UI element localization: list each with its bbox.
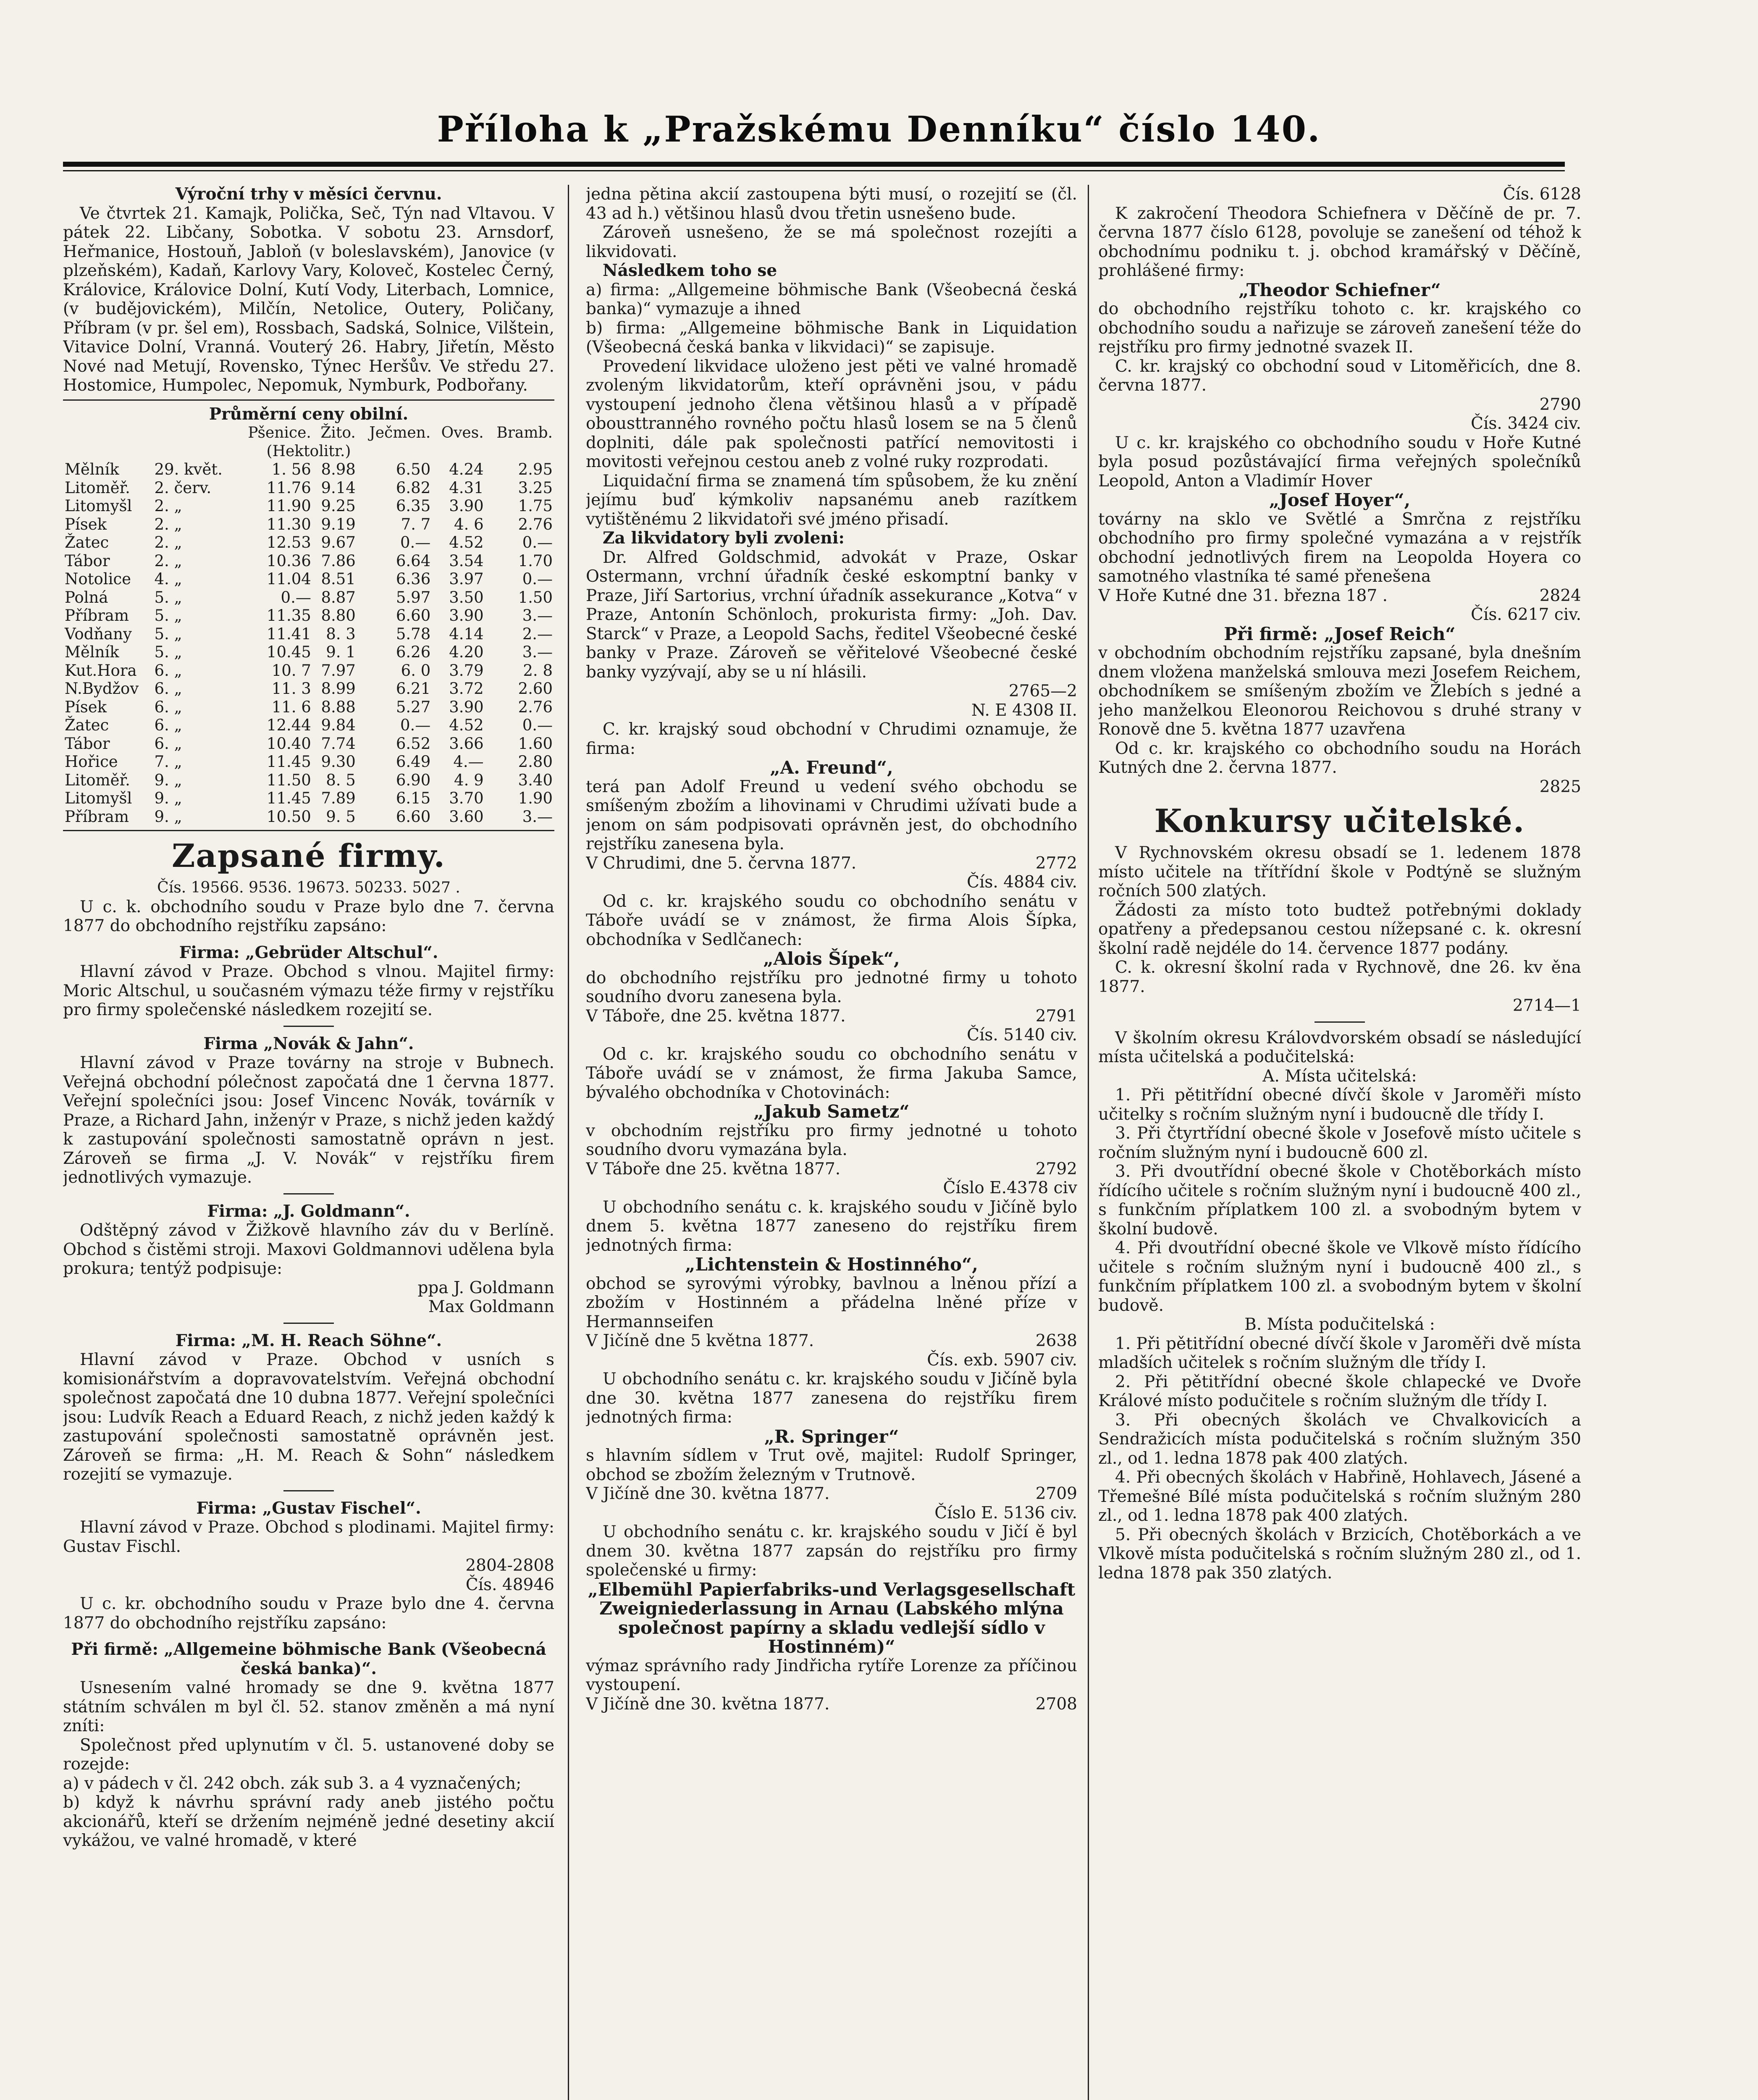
prices-cell: 4.— <box>453 753 484 771</box>
paragraph: Zároveň usnešeno, že se má společnost rozejíti a likvidovati. <box>586 223 1077 261</box>
prices-cell: Vodňany <box>65 625 132 643</box>
firm-name: „Elbemühl Papierfabriks-und Verlagsgesellschaft Zweigniederlassung in Arnau (Labského mlýna společnost papírny a skladu vedlejší sídlo v Hostinném)“ <box>588 1579 1076 1657</box>
prices-cell: 3.54 <box>449 551 484 570</box>
prices-row <box>63 808 554 826</box>
prices-cell: 2.76 <box>518 698 553 716</box>
divider <box>283 1026 334 1027</box>
reference-number: 2638 <box>1035 1331 1077 1350</box>
prices-cell: 9. „ <box>154 789 182 807</box>
prices-cell: 2.60 <box>518 680 553 698</box>
prices-row <box>63 662 554 680</box>
prices-cell: 3.50 <box>449 588 484 606</box>
prices-cell: 4.31 <box>449 478 484 497</box>
case-number: Číslo E.4378 civ <box>943 1179 1077 1197</box>
col-header <box>152 424 236 442</box>
prices-cell: 9.25 <box>321 497 356 515</box>
case-number: Čís. exb. 5907 civ. <box>927 1350 1077 1370</box>
prices-cell: 0.— <box>522 570 553 588</box>
place-date: V Jičíně dne 5 května 1877. <box>586 1331 814 1350</box>
entry-text: v obchodním rejstříku pro firmy jednotné u tohoto soudního dvoru vymazána byla. <box>586 1121 1077 1159</box>
prices-cell: 6.60 <box>396 807 431 826</box>
prices-cell: 6.52 <box>396 734 431 753</box>
firm-name: „R. Springer“ <box>764 1426 899 1447</box>
reference-number: 2709 <box>1035 1484 1077 1503</box>
prices-cell: 5.78 <box>396 625 431 643</box>
prices-table <box>63 424 554 826</box>
contest-text: 4. Při obecných školách v Habřině, Hohlavech, Jásené a Třemešné Bílé místa podučitelská s ročním služným 280 zl., od 1. ledna 1878 pak 400 zlatých. <box>1098 1468 1581 1525</box>
prices-cell: 1.75 <box>518 497 553 515</box>
prices-cell: 6.15 <box>396 789 431 807</box>
entry-text: U obchodního senátu c. kr. krajského soudu v Jičí ě byl dnem 30. května 1877 zapsán do rejstříku pro firmy společenské u firmy: <box>586 1522 1077 1580</box>
divider <box>63 830 554 831</box>
prices-cell: 5.97 <box>396 588 431 606</box>
contest-text: 1. Při pětitřídní obecné dívčí škole v Jaroměři dvě místa mladších učitelek s ročním služným dle třídy I. <box>1098 1334 1581 1372</box>
prices-row <box>63 735 554 753</box>
col-header: Bramb. <box>496 424 553 441</box>
col-header <box>63 424 152 442</box>
place-date: V Chrudimi, dne 5. června 1877. <box>586 853 857 873</box>
prices-cell: 6.21 <box>396 680 431 698</box>
paragraph: jedna pětina akcií zastoupena býti musí, o rozejití se (čl. 43 ad h.) většinou hlasů dvou třetin usnešeno bude. <box>586 185 1077 223</box>
firm-name: „Theodor Schiefner“ <box>1238 279 1441 300</box>
prices-cell: 8.88 <box>321 698 356 716</box>
contest-text: 3. Při dvoutřídní obecné škole v Chotěborkách místo řídícího učitele s ročním služným nyní i budoucně 400 zl., s funkčním příplatkem 100 zl. a svobodným bytem v školní budově. <box>1098 1162 1581 1239</box>
prices-cell: 5. „ <box>154 625 182 643</box>
prices-cell: 3.25 <box>518 478 553 497</box>
prices-cell: 4. 9 <box>454 771 484 789</box>
prices-cell: 29. květ. <box>154 460 223 478</box>
prices-row <box>63 479 554 497</box>
prices-cell: 5.27 <box>396 698 431 716</box>
prices-cell: 11. 6 <box>271 698 311 716</box>
prices-cell: 8.51 <box>321 570 356 588</box>
prices-cell: 2. červ. <box>154 478 212 497</box>
prices-cell: 6.90 <box>396 771 431 789</box>
entry-text: továrny na sklo ve Světlé a Smrčna z rejstříku obchodního pro firmy společné vymazána a v rejstřík obchodní jednotlivých firem na Leopolda Hoyera co samotného vlastníka té samé přenešena <box>1098 509 1581 586</box>
firm-name: Při firmě: „Josef Reich“ <box>1224 623 1456 644</box>
case-number: Číslo E. 5136 civ. <box>934 1503 1077 1522</box>
prices-cell: 3.72 <box>449 680 484 698</box>
prices-cell: Mělník <box>65 460 119 478</box>
place-date: V Jičíně dne 30. května 1877. <box>586 1484 830 1503</box>
reference-number: 2791 <box>1035 1006 1077 1026</box>
entry-text: Od c. kr. krajského co obchodního soudu na Horách Kutných dne 2. června 1877. <box>1098 739 1581 777</box>
prices-cell: 1. 56 <box>271 460 311 478</box>
prices-cell: 11.90 <box>266 497 311 515</box>
prices-cell: 2.80 <box>518 753 553 771</box>
prices-cell: 3.97 <box>449 570 484 588</box>
entry-text: do obchodního rejstříku pro jednotné firmy u tohoto soudního dvoru zanesena byla. <box>586 968 1077 1006</box>
contest-subheading: B. Místa podučitelská : <box>1244 1315 1435 1334</box>
prices-cell: 3.90 <box>449 497 484 515</box>
prices-cell: 3.79 <box>449 661 484 680</box>
prices-cell: 6.82 <box>396 478 431 497</box>
prices-cell: 2.95 <box>518 460 553 478</box>
prices-cell: 6.60 <box>396 606 431 625</box>
prices-cell: N.Bydžov <box>65 680 139 698</box>
prices-cell: 11.50 <box>266 771 311 789</box>
prices-cell: 6. „ <box>154 661 182 680</box>
prices-cell: 6.64 <box>396 551 431 570</box>
contest-text: C. k. okresní školní rada v Rychnově, dne 26. kv ěna 1877. <box>1098 958 1581 996</box>
contest-text: 2. Při pětitřídní obecné škole chlapecké ve Dvoře Králové místo podučitele s ročním služným dle třídy I. <box>1098 1372 1581 1410</box>
prices-heading: Průměrní ceny obilní. <box>209 404 409 424</box>
place-date: V Hoře Kutné dne 31. března 187 . <box>1098 586 1388 605</box>
registered-intro: U c. k. obchodního soudu v Praze bylo dne 7. června 1877 do obchodního rejstříku zapsáno: <box>63 897 554 935</box>
divider <box>283 1323 334 1324</box>
paragraph: Liquidační firma se znamená tím spůsobem, že ku znění jejímu buď kýmkoliv napsanému aneb razítkem vytištěnému 2 likvidatoři své jméno přisadí. <box>586 471 1077 529</box>
page-title: Příloha k „Pražskému Denníku“ číslo 140. <box>437 108 1321 150</box>
prices-cell: 4.24 <box>449 460 484 478</box>
prices-cell: 2. „ <box>154 497 182 515</box>
reference-number: 2714—1 <box>1512 996 1581 1015</box>
prices-cell: 6. „ <box>154 698 182 716</box>
firm-text: Hlavní závod v Praze. Obchod s vlnou. Majitel firmy: Moric Altschul, u současném výmazu téže firmy v rejstříku pro firmy společenské následkem rozejití se. <box>63 962 554 1019</box>
prices-cell: Písek <box>65 515 107 533</box>
contest-subheading: A. Místa učitelská: <box>1262 1066 1417 1086</box>
prices-cell: 8.80 <box>321 606 356 625</box>
firm-label: Firma „Novák & Jahn“. <box>203 1034 414 1053</box>
prices-cell: 10.50 <box>266 807 311 826</box>
col-header: Oves. <box>441 424 484 441</box>
prices-cell: 8.98 <box>321 460 356 478</box>
reference-number: 2772 <box>1035 853 1077 873</box>
prices-cell: 3.90 <box>449 606 484 625</box>
contests-heading: Konkursy učitelské. <box>1154 802 1525 840</box>
prices-cell: 6.36 <box>396 570 431 588</box>
prices-row <box>63 680 554 698</box>
prices-cell: 9.19 <box>321 515 356 533</box>
place-date: V Táboře dne 25. května 1877. <box>586 1159 841 1179</box>
prices-cell: 7. „ <box>154 753 182 771</box>
header-rule-thin <box>63 170 1565 171</box>
prices-cell: 10. 7 <box>271 661 311 680</box>
entry-text: terá pan Adolf Freund u vedení svého obchodu se smíšeným zbožím a lihovinami v Chrudimi užívati bude a jenom on sám podpisovati oprávněn jest, do obchodního rejstříku zanesena byla. <box>586 777 1077 853</box>
firm-text: Usnesením valné hromady se dne 9. května 1877 státním schválen m byl čl. 52. stanov změněn a má nyní zníti: <box>63 1678 554 1735</box>
prices-cell: 1.60 <box>518 734 553 753</box>
prices-cell: 4.14 <box>449 625 484 643</box>
prices-cell: 3.70 <box>449 789 484 807</box>
prices-row <box>63 789 554 808</box>
prices-cell: 11.35 <box>266 606 311 625</box>
prices-cell: 6. 0 <box>401 661 431 680</box>
prices-cell: Litomyšl <box>65 497 132 515</box>
prices-cell: 10.40 <box>266 734 311 753</box>
prices-cell: 4.52 <box>449 716 484 734</box>
prices-cell: 0.— <box>400 533 431 551</box>
column-divider <box>1088 185 1089 2100</box>
prices-cell: 0.— <box>522 716 553 734</box>
entry-text: Od c. kr. krajského soudu co obchodního senátu v Táboře uvádí se v známost, že firma Alois Šípka, obchodníka v Sedlčanech: <box>586 892 1077 949</box>
contest-text: 5. Při obecných školách v Brzicích, Chotěborkách a ve Vlkově místa podučitelská s ročním služným 280 zl., od 1. ledna 1878 pak 350 zlatých. <box>1098 1525 1581 1583</box>
prices-cell: 11.76 <box>266 478 311 497</box>
prices-cell: 8.99 <box>321 680 356 698</box>
prices-cell: 3.40 <box>518 771 553 789</box>
fairs-heading: Výroční trhy v měsíci červnu. <box>175 185 442 204</box>
prices-cell: 1.70 <box>518 551 553 570</box>
contest-text: 1. Při pětitřídní obecné dívčí škole v Jaroměři místo učitelky s ročním služným nyní i budoucně dle třídy I. <box>1098 1086 1581 1124</box>
prices-cell: Litoměř. <box>65 771 130 789</box>
prices-row <box>63 753 554 771</box>
divider <box>1315 1021 1365 1023</box>
entry-text: v obchodním obchodním rejstříku zapsané, byla dnešním dnem vložena manželská smlouva mezi Josefem Reichem, obchodníkem se smíšeným zbožím ve Žlebích s jedné a jeho manželkou Eleonorou Reichovou s druhé strany v Ronově dne 5. května 1877 uzavřena <box>1098 643 1581 739</box>
prices-cell: 7.89 <box>321 789 356 807</box>
prices-cell: 9.14 <box>321 478 356 497</box>
prices-cell: 5. „ <box>154 588 182 606</box>
prices-cell: 3.60 <box>449 807 484 826</box>
paragraph: Za likvidatory byli zvoleni: <box>603 528 845 548</box>
prices-cell: 8. 5 <box>326 771 356 789</box>
prices-cell: Mělník <box>65 643 119 661</box>
prices-cell: 10.36 <box>266 551 311 570</box>
paragraph: Následkem toho se <box>603 261 777 280</box>
header-rule <box>63 162 1565 167</box>
firm-text: b) když k návrhu správní rady aneb jistého počtu akcionářů, kteří se držením nejméně jedné desetiny akcií vykážou, ve valné hromadě, v které <box>63 1793 554 1850</box>
prices-cell: 12.53 <box>266 533 311 551</box>
firm-name: „Jakub Sametz“ <box>753 1101 910 1122</box>
entry-text: výmaz správního rady Jindřicha rytíře Lorenze za příčinou vystoupení. <box>586 1656 1077 1694</box>
entry-text: C. kr. krajský soud obchodní v Chrudimi oznamuje, že firma: <box>586 720 1077 758</box>
prices-cell: Příbram <box>65 807 129 826</box>
prices-cell: 9.84 <box>321 716 356 734</box>
entry-text: Od c. kr. krajského soudu co obchodního senátu v Táboře uvádí se v známost, že firma Jakuba Samce, bývalého obchodníka v Chotovinách: <box>586 1045 1077 1102</box>
prices-cell: 3.— <box>522 643 553 661</box>
prices-cell: 9. „ <box>154 771 182 789</box>
prices-cell: 6. „ <box>154 680 182 698</box>
prices-row <box>63 460 554 479</box>
firm-text: Hlavní závod v Praze. Obchod s plodinami. Majitel firmy: Gustav Fischl. <box>63 1518 554 1556</box>
prices-row <box>63 625 554 643</box>
prices-cell: 11. 3 <box>271 680 311 698</box>
prices-cell: 6. „ <box>154 734 182 753</box>
prices-cell: 7.86 <box>321 551 356 570</box>
prices-cell: Hořice <box>65 753 118 771</box>
prices-row <box>63 643 554 662</box>
prices-cell: 9. 1 <box>326 643 356 661</box>
column-middle <box>586 185 1077 2100</box>
prices-row <box>63 588 554 607</box>
place-date: V Jičíně dne 30. května 1877. <box>586 1694 830 1714</box>
contest-text: V školním okresu Královdvorském obsadí se následující místa učitelská a podučitelská: <box>1098 1028 1581 1066</box>
registered-heading: Zapsané firmy. <box>172 837 446 874</box>
entry-text: do obchodního rejstříku tohoto c. kr. krajského co obchodního soudu a nařizuje se zároveň zanešení téže do rejstříku pro firmy jednotné svazek II. <box>1098 299 1581 357</box>
col-header: Žito. <box>320 424 356 441</box>
prices-cell: 8. 3 <box>326 625 356 643</box>
firm-text: Hlavní závod v Praze. Obchod v usních s komisionářstvím a dopravovatelstvím. Veřejná obchodní společnost započatá dne 10 dubna 1877. Veřejní společníci jsou: Ludvík Reach a Eduard Reach, z nichž jeden každý k zastupování společnosti samostatně oprávněn jest. Zároveň se firma: „H. M. Reach & Sohn“ následkem rozejití se vymazuje. <box>63 1350 554 1484</box>
entry-text: obchod se syrovými výrobky, bavlnou a lněnou přízí a zbožím v Hostinném a přádelna lněné příze v Hermannseifen <box>586 1274 1077 1331</box>
firm-text: a) v pádech v čl. 242 obch. zák sub 3. a 4 vyznačených; <box>63 1774 522 1793</box>
prices-cell: 2. 8 <box>523 661 553 680</box>
paragraph: b) firma: „Allgemeine böhmische Bank in Liquidation (Všeobecná česká banka v likvidaci)“ se zapisuje. <box>586 318 1077 357</box>
reference-number: 2804-2808 <box>465 1556 554 1575</box>
divider <box>283 1193 334 1194</box>
prices-cell: 1.90 <box>518 789 553 807</box>
paragraph: Dr. Alfred Goldschmid, advokát v Praze, Oskar Ostermann, vrchní úřadník české eskomptní banky v Praze, Jiří Sartorius, vrchní úřadník assekurance „Kotva“ v Praze, Antonín Schönloch, prokurista firmy: „Joh. Dav. Starck“ v Praze, a Leopold Sachs, ředitel Všeobecné české banky v Praze. Zároveň se věřitelové Všeobecné české banky vyzývají, aby se u ní hlásili. <box>586 548 1077 682</box>
prices-row <box>63 771 554 790</box>
prices-row <box>63 533 554 552</box>
firm-label: Firma: „Gebrüder Altschul“. <box>179 942 438 962</box>
case-number: Čís. 4884 civ. <box>967 873 1077 892</box>
prices-cell: 0.— <box>400 716 431 734</box>
prices-unit: (Hektolitr.) <box>266 442 351 460</box>
entry-text: U c. kr. krajského co obchodního soudu v Hoře Kutné byla posud pozůstávající firma veřejných společníků Leopold, Anton a Vladimír Hover <box>1098 433 1581 491</box>
prices-cell: Litoměř. <box>65 478 130 497</box>
prices-cell: 2. „ <box>154 551 182 570</box>
prices-header-row <box>63 424 554 442</box>
prices-cell: Kut.Hora <box>65 661 137 680</box>
prices-cell: 9. 5 <box>326 807 356 826</box>
reference-number: 2790 <box>1539 395 1581 414</box>
firm-name: „Alois Šípek“, <box>763 948 900 969</box>
prices-cell: 9.30 <box>321 753 356 771</box>
case-number: Čís. 3424 civ. <box>1471 414 1581 433</box>
prices-cell: 6.49 <box>396 753 431 771</box>
prices-cell: 11.45 <box>266 789 311 807</box>
prices-cell: 6.50 <box>396 460 431 478</box>
prices-cell: 9.67 <box>321 533 356 551</box>
divider <box>63 399 554 401</box>
place-date: V Táboře, dne 25. května 1877. <box>586 1006 846 1026</box>
prices-cell: 6.26 <box>396 643 431 661</box>
reference-number: 2792 <box>1035 1159 1077 1179</box>
prices-cell: 12.44 <box>266 716 311 734</box>
prices-cell: 5. „ <box>154 606 182 625</box>
prices-cell: Notolice <box>65 570 131 588</box>
reference-number: 2825 <box>1539 777 1581 796</box>
registered-numbers: Čís. 19566. 9536. 19673. 50233. 5027 . <box>157 879 460 896</box>
prices-cell: 2. „ <box>154 515 182 533</box>
entry-text: U obchodního senátu c. kr. krajského soudu v Jičíně byla dne 30. května 1877 zanesena do rejstříku firem jednotných firma: <box>586 1370 1077 1427</box>
firm-text: Společnost před uplynutím v čl. 5. ustanovené doby se rozejde: <box>63 1735 554 1774</box>
col-header: Ječmen. <box>369 424 431 441</box>
case-number: Čís. 6217 civ. <box>1471 605 1581 624</box>
firm-name: „Josef Hoyer“, <box>1269 490 1411 510</box>
prices-cell: 3.90 <box>449 698 484 716</box>
contest-text: 3. Při čtyrtřídní obecné škole v Josefově místo učitele s ročním služným nyní i budoucně 600 zl. <box>1098 1124 1581 1162</box>
prices-cell: 4. 6 <box>454 515 484 533</box>
prices-cell: 11.41 <box>266 625 311 643</box>
prices-cell: Žatec <box>65 533 109 551</box>
case-number: Čís. 5140 civ. <box>967 1026 1077 1045</box>
firm-name: „A. Freund“, <box>770 757 893 778</box>
prices-cell: 0.— <box>522 533 553 551</box>
prices-row <box>63 570 554 588</box>
prices-cell: 1.50 <box>518 588 553 606</box>
prices-cell: 11.30 <box>266 515 311 533</box>
contest-text: 4. Při dvoutřídní obecné škole ve Vlkově místo řídícího učitele s ročním služným nyní i budoucně 400 zl., s funkčním příplatkem 100 zl. a svobodným bytem v školní budově. <box>1098 1239 1581 1315</box>
prices-row <box>63 716 554 735</box>
prices-cell: 7.97 <box>321 661 356 680</box>
prices-cell: 5. „ <box>154 643 182 661</box>
fairs-text: Ve čtvrtek 21. Kamajk, Polička, Seč, Týn nad Vltavou. V pátek 22. Libčany, Sobotka. V sobotu 23. Arnsdorf, Heřmanice, Hostouň, Jabloň (v boleslavském), Janovice (v plzeňském), Kadaň, Karlovy Vary, Koloveč, Kostelec Černý, Královice, Královice Dolní, Kutí Vody, Literbach, Lomnice, (v budějovickém), Milčín, Netolice, Outery, Poličany, Příbram (v pr. šel em), Rossbach, Sadská, Solnice, Vilštein, Vitavice Dolní, Vranná. Vouterý 26. Habry, Jiřetín, Město Nové nad Metují, Rovensko, Týnec Heršův. Ve středu 27. Hostomice, Humpolec, Nepomuk, Nymburk, Podbořany. <box>63 204 554 395</box>
entry-text: U obchodního senátu c. k. krajského soudu v Jičíně bylo dnem 5. května 1877 zaneseno do rejstříku firem jednotných firma: <box>586 1197 1077 1255</box>
prices-cell: Polná <box>65 588 108 606</box>
prices-cell: Tábor <box>65 734 110 753</box>
entry-text: C. kr. krajský co obchodní soud v Litoměřicích, dne 8. června 1877. <box>1098 357 1581 395</box>
signature: ppa J. Goldmann <box>417 1278 554 1297</box>
prices-cell: 2. „ <box>154 533 182 551</box>
column-left <box>63 185 554 2100</box>
prices-row <box>63 552 554 570</box>
contest-text: 3. Při obecných školách ve Chvalkovicích a Sendražicích místa podučitelská s ročním služným 350 zl., od 1. ledna 1878 pak 400 zlatých. <box>1098 1410 1581 1468</box>
prices-cell: 7. 7 <box>401 515 431 533</box>
prices-cell: 2.76 <box>518 515 553 533</box>
prices-cell: 6. „ <box>154 716 182 734</box>
firm-label: Firma: „Gustav Fischel“. <box>196 1498 421 1518</box>
prices-row <box>63 606 554 625</box>
firm-label: Firma: „M. H. Reach Söhne“. <box>175 1331 442 1350</box>
firm-label: Firma: „J. Goldmann“. <box>207 1201 410 1221</box>
entry-text: K zakročení Theodora Schiefnera v Děčíně de pr. 7. června 1877 číslo 6128, povoluje se zanešení od téhož k obchodnímu podniku t. j. obchod kramářský v Děčíně, prohlášené firmy: <box>1098 204 1581 280</box>
reference-number: 2824 <box>1539 586 1581 605</box>
firm-name: „Lichtenstein & Hostinného“, <box>685 1254 978 1275</box>
prices-row <box>63 515 554 534</box>
firm-text: Hlavní závod v Praze továrny na stroje v Bubnech. Veřejná obchodní pólečnost započatá dne 1 června 1877. Veřejní společníci jsou: Josef Vincenc Novák, továrník v Praze, a Richard Jahn, inženýr v Praze, s nichž jeden každý k zastupování společnosti samostatně oprávn n jest. Zároveň se firma „J. V. Novák“ v rejstříku firem jednotlivých vymazuje. <box>63 1053 554 1187</box>
firm-label: Při firmě: „Allgemeine böhmische Bank (Všeobecná česká banka)“. <box>71 1640 546 1678</box>
reference-number: 2708 <box>1035 1694 1077 1714</box>
entry-text: s hlavním sídlem v Trut ově, majitel: Rudolf Springer, obchod se zbožím železným v Trutnově. <box>586 1446 1077 1484</box>
prices-cell: 3.— <box>522 807 553 826</box>
column-right <box>1098 185 1581 2100</box>
column-divider <box>568 185 569 2100</box>
prices-cell: 10.45 <box>266 643 311 661</box>
prices-cell: 4. „ <box>154 570 182 588</box>
prices-cell: 7.74 <box>321 734 356 753</box>
col-header: Pšenice. <box>248 424 311 441</box>
divider <box>283 1490 334 1491</box>
prices-cell: Příbram <box>65 606 129 625</box>
paragraph: a) firma: „Allgemeine böhmische Bank (Všeobecná česká banka)“ vymazuje a ihned <box>586 280 1077 318</box>
firm-text: U c. kr. obchodního soudu v Praze bylo dne 4. června 1877 do obchodního rejstříku zapsáno: <box>63 1594 554 1633</box>
prices-cell: 6.35 <box>396 497 431 515</box>
paragraph: Provedení likvidace uloženo jest pěti ve valné hromadě zvoleným likvidatorům, kteří oprávněni jsou, v pádu vystoupení jednoho člena většinou hlasů a v případě obousttranného rovného počtu hlasů losem se na 5 členů doplniti, dále pak společnosti patřící nemovitosti i movitosti veřejnou cestou aneb z volné ruky rozprodati. <box>586 357 1077 471</box>
case-number: N. E 4308 II. <box>971 701 1077 720</box>
prices-cell: Litomyšl <box>65 789 132 807</box>
prices-cell: 3.66 <box>449 734 484 753</box>
prices-cell: 9. „ <box>154 807 182 826</box>
reference-number: 2765—2 <box>1008 682 1077 701</box>
prices-row <box>63 497 554 515</box>
prices-cell: 0.— <box>281 588 311 606</box>
case-number: Čís. 48946 <box>465 1575 554 1594</box>
firm-text: Odštěpný závod v Žižkově hlavního záv du v Berlíně. Obchod s čistěmi stroji. Maxovi Goldmannovi udělena byla prokura; tentýž podpisuje: <box>63 1221 554 1278</box>
prices-cell: 4.52 <box>449 533 484 551</box>
prices-cell: 8.87 <box>321 588 356 606</box>
prices-cell: 4.20 <box>449 643 484 661</box>
prices-cell: 3.— <box>522 606 553 625</box>
prices-cell: 11.45 <box>266 753 311 771</box>
contest-text: V Rychnovském okresu obsadí se 1. ledenem 1878 místo učitele na třítřídní škole v Podtýně se služným ročních 500 zlatých. <box>1098 843 1581 900</box>
prices-cell: Písek <box>65 698 107 716</box>
prices-cell: 2.— <box>522 625 553 643</box>
case-number: Čís. 6128 <box>1503 185 1581 204</box>
prices-cell: Žatec <box>65 716 109 734</box>
contest-text: Žádosti za místo toto budtež potřebnými doklady opatřeny a předepsanou cestou nížepsané c. k. okresní školní radě nejdéle do 14. července 1877 podány. <box>1098 900 1581 958</box>
prices-cell: 11.04 <box>266 570 311 588</box>
prices-row <box>63 698 554 717</box>
prices-cell: Tábor <box>65 551 110 570</box>
signature: Max Goldmann <box>428 1297 554 1316</box>
